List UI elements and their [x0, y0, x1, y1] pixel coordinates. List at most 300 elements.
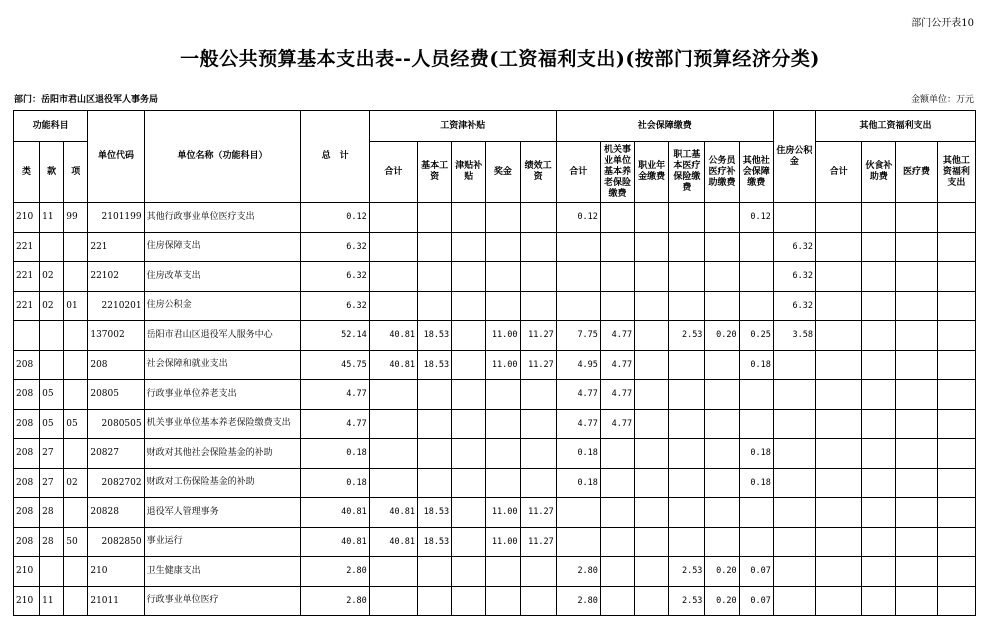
header-bonus: 奖金	[486, 142, 520, 203]
cell-allowance	[452, 409, 486, 439]
cell-annuity	[635, 380, 669, 410]
cell-medical	[669, 468, 705, 498]
header-meal: 伙食补助费	[862, 142, 896, 203]
cell-other-welfare	[937, 321, 975, 351]
cell-total: 6.32	[301, 232, 369, 262]
cell-bonus	[486, 262, 520, 292]
cell-xiang: 05	[64, 409, 88, 439]
cell-other-welfare	[937, 527, 975, 557]
header-medical: 职工基本医疗保险缴费	[669, 142, 705, 203]
cell-annuity	[635, 557, 669, 587]
cell-social-total	[556, 262, 600, 292]
cell-medical	[669, 350, 705, 380]
cell-other-total	[816, 527, 862, 557]
cell-basic-wage	[418, 586, 452, 616]
header-other-group: 其他工资福利支出	[816, 111, 976, 142]
cell-housing: 6.32	[773, 291, 815, 321]
cell-medical: 2.53	[669, 557, 705, 587]
cell-basic-wage: 18.53	[418, 321, 452, 351]
cell-allowance	[452, 439, 486, 469]
cell-meal	[862, 557, 896, 587]
cell-civil-medical	[705, 409, 739, 439]
cell-pension: 4.77	[600, 350, 634, 380]
cell-lei: 221	[14, 232, 40, 262]
cell-wage-total	[369, 291, 417, 321]
cell-other-social	[739, 262, 773, 292]
cell-performance: 11.27	[520, 350, 556, 380]
cell-pension	[600, 468, 634, 498]
header-func-subject: 功能科目	[14, 111, 88, 142]
cell-annuity	[635, 439, 669, 469]
cell-meal	[862, 586, 896, 616]
cell-other-social: 0.18	[739, 468, 773, 498]
cell-xiang	[64, 380, 88, 410]
cell-name: 住房保障支出	[144, 232, 301, 262]
department-label: 部门：岳阳市君山区退役军人事务局	[14, 95, 159, 105]
cell-allowance	[452, 291, 486, 321]
cell-other-total	[816, 557, 862, 587]
cell-lei: 208	[14, 350, 40, 380]
cell-housing	[773, 203, 815, 233]
cell-civil-medical	[705, 468, 739, 498]
cell-medical-fee	[896, 380, 937, 410]
cell-other-total	[816, 439, 862, 469]
cell-wage-total	[369, 468, 417, 498]
cell-housing	[773, 498, 815, 528]
cell-other-total	[816, 262, 862, 292]
cell-other-social	[739, 498, 773, 528]
cell-housing	[773, 557, 815, 587]
cell-bonus	[486, 203, 520, 233]
cell-total: 40.81	[301, 498, 369, 528]
table-row	[14, 586, 976, 616]
cell-basic-wage	[418, 468, 452, 498]
cell-xiang: 01	[64, 291, 88, 321]
cell-meal	[862, 291, 896, 321]
cell-xiang: 02	[64, 468, 88, 498]
table-row	[14, 262, 976, 292]
cell-allowance	[452, 203, 486, 233]
table-row	[14, 321, 976, 351]
cell-other-welfare	[937, 232, 975, 262]
cell-bonus	[486, 468, 520, 498]
cell-other-social: 0.12	[739, 203, 773, 233]
header-basic-wage: 基本工资	[418, 142, 452, 203]
cell-basic-wage	[418, 409, 452, 439]
cell-housing	[773, 468, 815, 498]
cell-code: 21011	[88, 586, 144, 616]
cell-wage-total	[369, 586, 417, 616]
cell-pension	[600, 291, 634, 321]
cell-kuan: 27	[40, 468, 64, 498]
cell-medical-fee	[896, 350, 937, 380]
cell-wage-total	[369, 557, 417, 587]
cell-housing: 6.32	[773, 262, 815, 292]
cell-civil-medical	[705, 527, 739, 557]
cell-name: 财政对工伤保险基金的补助	[144, 468, 301, 498]
cell-meal	[862, 203, 896, 233]
cell-annuity	[635, 468, 669, 498]
cell-xiang	[64, 586, 88, 616]
cell-bonus	[486, 586, 520, 616]
cell-medical-fee	[896, 439, 937, 469]
cell-code: 2082850	[88, 527, 144, 557]
cell-civil-medical	[705, 203, 739, 233]
cell-basic-wage	[418, 557, 452, 587]
cell-civil-medical	[705, 350, 739, 380]
table-row	[14, 203, 976, 233]
cell-performance	[520, 439, 556, 469]
cell-total: 45.75	[301, 350, 369, 380]
cell-medical	[669, 262, 705, 292]
cell-civil-medical: 0.20	[705, 586, 739, 616]
cell-xiang	[64, 232, 88, 262]
cell-total: 6.32	[301, 262, 369, 292]
cell-medical	[669, 527, 705, 557]
cell-code: 221	[88, 232, 144, 262]
table-row	[14, 409, 976, 439]
cell-annuity	[635, 409, 669, 439]
cell-total: 4.77	[301, 409, 369, 439]
form-number: 部门公开表10	[911, 18, 974, 29]
cell-lei: 208	[14, 380, 40, 410]
cell-name: 卫生健康支出	[144, 557, 301, 587]
cell-medical-fee	[896, 468, 937, 498]
cell-lei: 221	[14, 262, 40, 292]
cell-performance: 11.27	[520, 321, 556, 351]
cell-annuity	[635, 262, 669, 292]
cell-lei: 208	[14, 498, 40, 528]
cell-bonus	[486, 380, 520, 410]
cell-civil-medical	[705, 498, 739, 528]
cell-meal	[862, 321, 896, 351]
cell-bonus: 11.00	[486, 321, 520, 351]
cell-wage-total	[369, 262, 417, 292]
cell-performance	[520, 586, 556, 616]
cell-housing	[773, 586, 815, 616]
cell-pension: 4.77	[600, 321, 634, 351]
cell-xiang	[64, 498, 88, 528]
cell-medical: 2.53	[669, 586, 705, 616]
cell-housing	[773, 350, 815, 380]
table-row	[14, 350, 976, 380]
cell-other-welfare	[937, 291, 975, 321]
cell-wage-total	[369, 409, 417, 439]
cell-wage-total: 40.81	[369, 321, 417, 351]
cell-name: 行政事业单位养老支出	[144, 380, 301, 410]
cell-other-welfare	[937, 439, 975, 469]
header-unit-code: 单位代码	[88, 111, 144, 203]
cell-code: 2080505	[88, 409, 144, 439]
cell-meal	[862, 262, 896, 292]
cell-lei: 208	[14, 409, 40, 439]
cell-civil-medical	[705, 262, 739, 292]
cell-pension	[600, 203, 634, 233]
cell-performance	[520, 468, 556, 498]
cell-medical	[669, 498, 705, 528]
cell-kuan: 02	[40, 291, 64, 321]
cell-basic-wage	[418, 203, 452, 233]
cell-name: 事业运行	[144, 527, 301, 557]
header-housing: 住房公积金	[773, 111, 815, 203]
cell-annuity	[635, 321, 669, 351]
cell-social-total: 4.77	[556, 409, 600, 439]
cell-housing	[773, 409, 815, 439]
cell-other-social: 0.07	[739, 557, 773, 587]
cell-civil-medical	[705, 291, 739, 321]
cell-pension	[600, 557, 634, 587]
cell-medical: 2.53	[669, 321, 705, 351]
header-annuity: 职业年金缴费	[635, 142, 669, 203]
cell-annuity	[635, 203, 669, 233]
cell-allowance	[452, 586, 486, 616]
cell-performance	[520, 409, 556, 439]
cell-meal	[862, 232, 896, 262]
cell-allowance	[452, 557, 486, 587]
cell-social-total: 0.18	[556, 468, 600, 498]
cell-other-social	[739, 291, 773, 321]
table-row	[14, 232, 976, 262]
cell-performance	[520, 232, 556, 262]
cell-total: 2.80	[301, 586, 369, 616]
cell-name: 退役军人管理事务	[144, 498, 301, 528]
cell-social-total: 7.75	[556, 321, 600, 351]
cell-name: 机关事业单位基本养老保险缴费支出	[144, 409, 301, 439]
cell-civil-medical	[705, 439, 739, 469]
cell-medical-fee	[896, 232, 937, 262]
cell-allowance	[452, 350, 486, 380]
cell-xiang	[64, 262, 88, 292]
cell-housing	[773, 380, 815, 410]
cell-social-total	[556, 232, 600, 262]
cell-wage-total	[369, 203, 417, 233]
header-social-total: 合计	[556, 142, 600, 203]
header-pension: 机关事业单位基本养老保险缴费	[600, 142, 634, 203]
cell-total: 4.77	[301, 380, 369, 410]
cell-xiang	[64, 321, 88, 351]
cell-other-social	[739, 409, 773, 439]
header-other-welfare: 其他工资福利支出	[937, 142, 975, 203]
cell-housing: 6.32	[773, 232, 815, 262]
cell-annuity	[635, 527, 669, 557]
cell-kuan	[40, 232, 64, 262]
cell-kuan: 02	[40, 262, 64, 292]
cell-other-welfare	[937, 409, 975, 439]
cell-xiang	[64, 557, 88, 587]
cell-name: 其他行政事业单位医疗支出	[144, 203, 301, 233]
cell-allowance	[452, 232, 486, 262]
cell-code: 20827	[88, 439, 144, 469]
cell-medical	[669, 232, 705, 262]
cell-bonus	[486, 232, 520, 262]
cell-total: 2.80	[301, 557, 369, 587]
cell-name: 财政对其他社会保险基金的补助	[144, 439, 301, 469]
cell-code: 2082702	[88, 468, 144, 498]
cell-wage-total	[369, 380, 417, 410]
cell-total: 40.81	[301, 527, 369, 557]
cell-basic-wage: 18.53	[418, 350, 452, 380]
cell-pension	[600, 498, 634, 528]
header-xiang: 项	[64, 142, 88, 203]
cell-medical-fee	[896, 409, 937, 439]
cell-pension	[600, 527, 634, 557]
cell-allowance	[452, 498, 486, 528]
cell-lei: 221	[14, 291, 40, 321]
cell-name: 住房公积金	[144, 291, 301, 321]
cell-annuity	[635, 498, 669, 528]
cell-kuan: 11	[40, 586, 64, 616]
table-row	[14, 468, 976, 498]
cell-meal	[862, 350, 896, 380]
cell-kuan: 05	[40, 409, 64, 439]
cell-other-social	[739, 527, 773, 557]
header-wage-total: 合计	[369, 142, 417, 203]
cell-total: 0.18	[301, 468, 369, 498]
cell-bonus: 11.00	[486, 527, 520, 557]
cell-performance	[520, 380, 556, 410]
cell-medical-fee	[896, 586, 937, 616]
cell-other-social: 0.18	[739, 439, 773, 469]
cell-other-total	[816, 468, 862, 498]
cell-wage-total: 40.81	[369, 527, 417, 557]
cell-meal	[862, 380, 896, 410]
cell-other-total	[816, 380, 862, 410]
cell-other-total	[816, 409, 862, 439]
cell-kuan: 11	[40, 203, 64, 233]
cell-code: 20828	[88, 498, 144, 528]
cell-kuan	[40, 321, 64, 351]
cell-allowance	[452, 262, 486, 292]
cell-meal	[862, 409, 896, 439]
cell-medical	[669, 380, 705, 410]
cell-lei: 208	[14, 527, 40, 557]
cell-bonus: 11.00	[486, 498, 520, 528]
cell-kuan: 28	[40, 498, 64, 528]
table-body	[14, 203, 976, 616]
cell-meal	[862, 468, 896, 498]
cell-annuity	[635, 232, 669, 262]
cell-basic-wage: 18.53	[418, 527, 452, 557]
cell-civil-medical	[705, 380, 739, 410]
cell-other-welfare	[937, 586, 975, 616]
cell-other-social: 0.18	[739, 350, 773, 380]
cell-kuan	[40, 350, 64, 380]
cell-basic-wage	[418, 439, 452, 469]
cell-allowance	[452, 527, 486, 557]
cell-social-total	[556, 527, 600, 557]
cell-lei: 210	[14, 203, 40, 233]
cell-social-total: 4.77	[556, 380, 600, 410]
header-unit-name: 单位名称（功能科目）	[144, 111, 301, 203]
cell-allowance	[452, 468, 486, 498]
cell-wage-total	[369, 232, 417, 262]
cell-annuity	[635, 586, 669, 616]
table-row	[14, 380, 976, 410]
cell-wage-total: 40.81	[369, 350, 417, 380]
cell-name: 岳阳市君山区退役军人服务中心	[144, 321, 301, 351]
cell-medical-fee	[896, 527, 937, 557]
cell-other-total	[816, 232, 862, 262]
header-performance: 绩效工资	[520, 142, 556, 203]
cell-performance: 11.27	[520, 498, 556, 528]
cell-other-total	[816, 291, 862, 321]
cell-bonus	[486, 439, 520, 469]
cell-housing: 3.58	[773, 321, 815, 351]
cell-civil-medical: 0.20	[705, 557, 739, 587]
cell-allowance	[452, 380, 486, 410]
cell-total: 52.14	[301, 321, 369, 351]
cell-code: 20805	[88, 380, 144, 410]
cell-medical-fee	[896, 203, 937, 233]
header-kuan: 款	[40, 142, 64, 203]
cell-social-total: 2.80	[556, 586, 600, 616]
cell-bonus	[486, 291, 520, 321]
table-row	[14, 291, 976, 321]
header-other-social: 其他社会保障缴费	[739, 142, 773, 203]
cell-medical	[669, 203, 705, 233]
cell-total: 0.12	[301, 203, 369, 233]
cell-basic-wage	[418, 232, 452, 262]
cell-pension: 4.77	[600, 409, 634, 439]
cell-pension: 4.77	[600, 380, 634, 410]
cell-performance	[520, 557, 556, 587]
cell-pension	[600, 586, 634, 616]
cell-medical	[669, 291, 705, 321]
cell-basic-wage	[418, 380, 452, 410]
cell-other-total	[816, 203, 862, 233]
cell-other-welfare	[937, 498, 975, 528]
cell-other-total	[816, 321, 862, 351]
cell-civil-medical	[705, 232, 739, 262]
cell-allowance	[452, 321, 486, 351]
cell-medical-fee	[896, 262, 937, 292]
cell-code: 22102	[88, 262, 144, 292]
cell-other-welfare	[937, 380, 975, 410]
cell-other-welfare	[937, 262, 975, 292]
cell-other-total	[816, 350, 862, 380]
cell-performance	[520, 203, 556, 233]
cell-lei	[14, 321, 40, 351]
cell-name: 住房改革支出	[144, 262, 301, 292]
cell-other-social: 0.25	[739, 321, 773, 351]
header-wage-group: 工资津补贴	[369, 111, 556, 142]
header-other-total: 合计	[816, 142, 862, 203]
cell-other-welfare	[937, 468, 975, 498]
cell-medical	[669, 409, 705, 439]
cell-xiang	[64, 350, 88, 380]
cell-social-total: 0.12	[556, 203, 600, 233]
cell-civil-medical: 0.20	[705, 321, 739, 351]
cell-medical-fee	[896, 498, 937, 528]
cell-code: 210	[88, 557, 144, 587]
cell-social-total: 2.80	[556, 557, 600, 587]
cell-total: 6.32	[301, 291, 369, 321]
cell-basic-wage	[418, 262, 452, 292]
cell-social-total: 0.18	[556, 439, 600, 469]
cell-kuan	[40, 557, 64, 587]
table-row	[14, 439, 976, 469]
cell-total: 0.18	[301, 439, 369, 469]
cell-wage-total: 40.81	[369, 498, 417, 528]
cell-medical	[669, 439, 705, 469]
cell-performance	[520, 291, 556, 321]
cell-other-social: 0.07	[739, 586, 773, 616]
cell-housing	[773, 527, 815, 557]
cell-performance	[520, 262, 556, 292]
cell-basic-wage	[418, 291, 452, 321]
cell-social-total: 4.95	[556, 350, 600, 380]
cell-annuity	[635, 350, 669, 380]
